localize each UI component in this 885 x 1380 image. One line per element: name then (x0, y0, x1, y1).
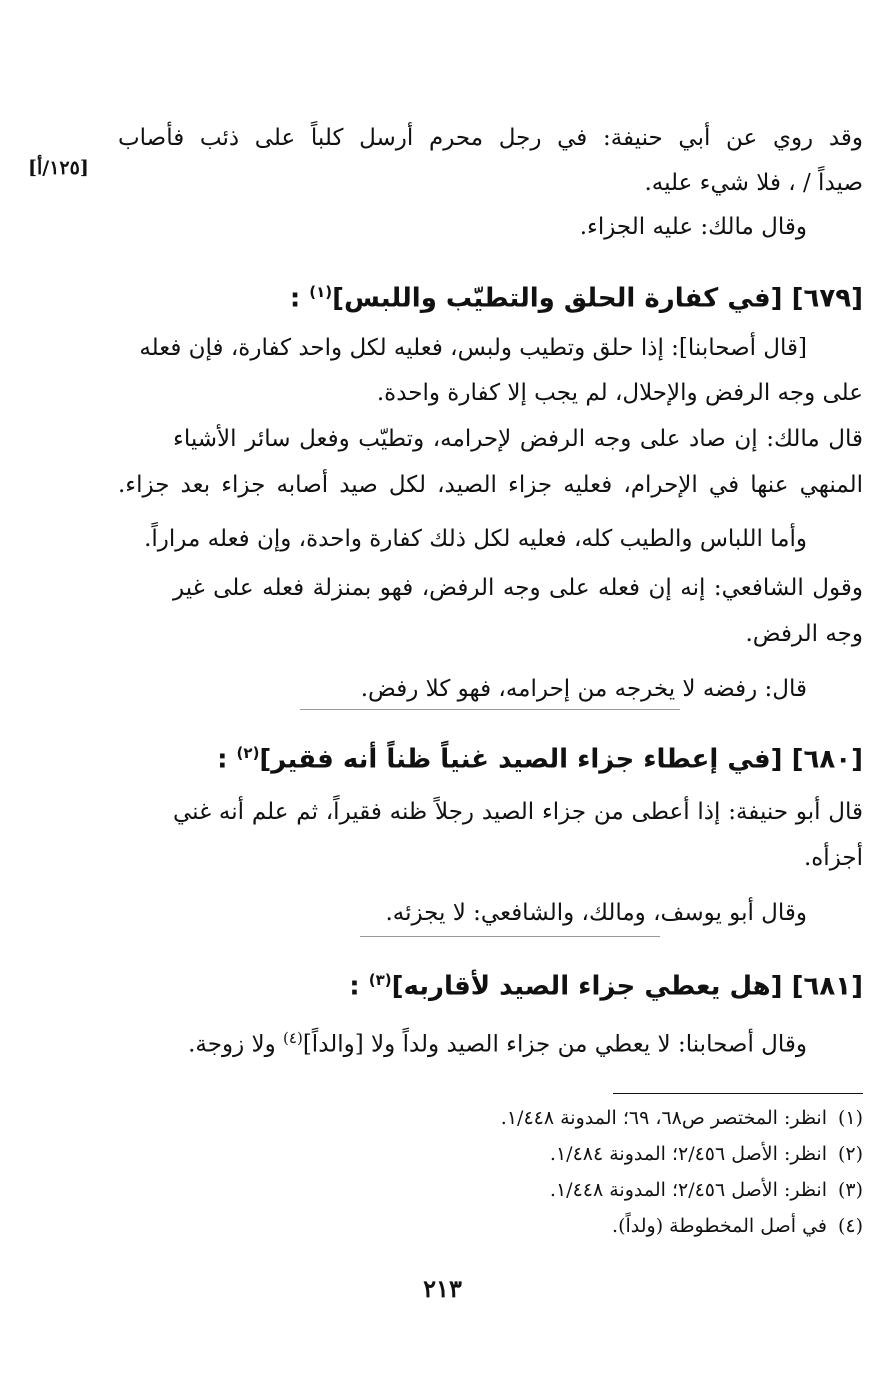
text-segment: وقال أصحابنا: لا يعطي من جزاء الصيد ولداً ولا [والداً] (302, 1031, 807, 1058)
text-line: قال أبو حنيفة: إذا أعطى من جزاء الصيد رجلاً ظنه فقيراً، ثم علم أنه غني (173, 799, 863, 825)
footnote-ref: (٤) (283, 1029, 303, 1047)
text-line: قال: رفضه لا يخرجه من إحرامه، فهو كلا رفض. (360, 676, 807, 702)
section-heading: [٦٨١] [هل يعطي جزاء الصيد لأقاربه]$^{(٣)}$ : (349, 971, 863, 1002)
footnote-text: انظر: الأصل ٢/٤٥٦؛ المدونة ١/٤٤٨. (549, 1179, 827, 1201)
manuscript-folio-marker: [١٢٥/أ] (28, 157, 89, 179)
footnote-ref: (٢) (236, 744, 260, 762)
text-line (188, 1022, 807, 1061)
footnote-number: (٣) (837, 1179, 863, 1201)
footnote-number: (٤) (837, 1215, 863, 1237)
footnote (550, 1141, 863, 1167)
section-heading-text: [٦٨٠] [في إعطاء جزاء الصيد غنياً ظناً أنه فقير] (259, 744, 863, 775)
page-number: ٢١٣ (423, 1274, 462, 1303)
text-line: وقول الشافعي: إنه إن فعله على وجه الرفض، فهو بمنزلة فعله على غير (173, 575, 863, 601)
divider (300, 709, 680, 710)
text-line: على وجه الرفض والإحلال، لم يجب إلا كفارة واحدة. (376, 380, 863, 406)
footnote (612, 1213, 863, 1239)
footnote-ref: (١) (309, 283, 333, 301)
text-line: قال مالك: إن صاد على وجه الرفض لإحرامه، وتطيّب وفعل سائر الأشياء (173, 426, 863, 452)
footnote-ref: (٣) (368, 971, 392, 989)
section-heading: [٦٧٩] [في كفارة الحلق والتطيّب واللبس]$^{(١)}$ : (289, 283, 863, 314)
text-line: المنهي عنها في الإحرام، فعليه جزاء الصيد، لكل صيد أصابه جزاء بعد جزاء. (118, 472, 863, 498)
text-line: أجزأه. (803, 845, 863, 871)
text-line: وقال مالك: عليه الجزاء. (579, 214, 807, 240)
section-heading-text: [٦٨١] [هل يعطي جزاء الصيد لأقاربه] (391, 971, 863, 1002)
text-line: وقد روي عن أبي حنيفة: في رجل محرم أرسل كلباً على ذئب فأصاب (118, 125, 863, 151)
footnote-number: (١) (837, 1107, 863, 1129)
footnote (501, 1105, 863, 1131)
text-segment: ولا زوجة. (188, 1031, 276, 1058)
footnote (550, 1177, 863, 1203)
footnote-text: انظر: المختصر ص٦٨، ٦٩؛ المدونة ١/٤٤٨. (500, 1107, 827, 1129)
divider (360, 936, 660, 937)
footnote-text: في أصل المخطوطة (ولداً). (612, 1215, 827, 1237)
footnote-separator (613, 1093, 863, 1094)
section-heading: [٦٨٠] [في إعطاء جزاء الصيد غنياً ظناً أنه فقير]$^{(٢)}$ : (217, 744, 863, 775)
section-heading-text: [٦٧٩] [في كفارة الحلق والتطيّب واللبس] (332, 283, 863, 314)
text-line: وقال أبو يوسف، ومالك، والشافعي: لا يجزئه. (385, 900, 807, 926)
text-line: وجه الرفض. (745, 621, 863, 647)
footnote-text: انظر: الأصل ٢/٤٥٦؛ المدونة ١/٤٨٤. (549, 1143, 827, 1165)
text-line: صيداً / ، فلا شيء عليه. (644, 170, 863, 196)
footnote-number: (٢) (837, 1143, 863, 1165)
text-line: [قال أصحابنا]: إذا حلق وتطيب ولبس، فعليه لكل واحد كفارة، فإن فعله (139, 335, 807, 361)
text-line: وأما اللباس والطيب كله، فعليه لكل ذلك كفارة واحدة، وإن فعله مراراً. (144, 526, 807, 552)
